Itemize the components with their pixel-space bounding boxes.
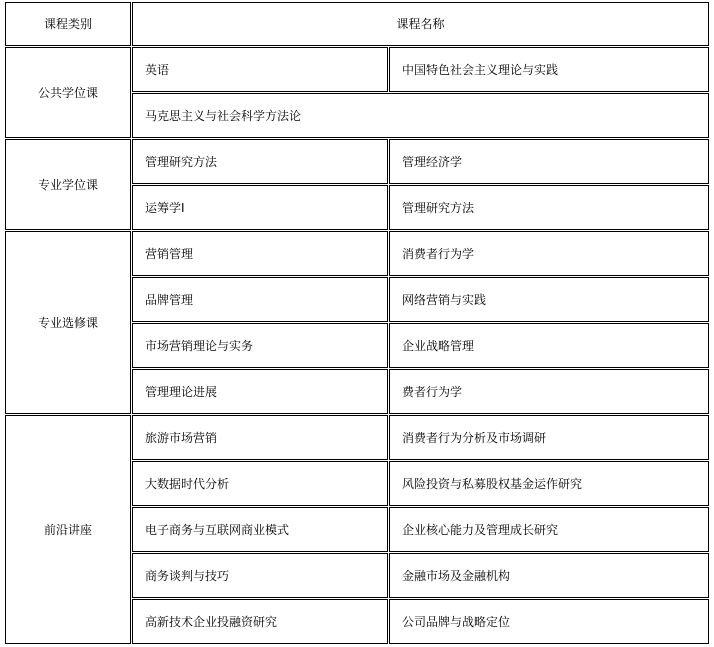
course-cell xyxy=(132,553,388,598)
course-cell-text: 管理经济学 xyxy=(402,154,463,169)
course-cell xyxy=(132,185,388,230)
course-cell xyxy=(389,185,709,230)
course-cell xyxy=(389,369,709,414)
category-cell xyxy=(5,415,131,644)
course-cell-text: 企业核心能力及管理成长研究 xyxy=(402,522,559,537)
course-cell-text: 金融市场及金融机构 xyxy=(402,568,511,583)
course-cell-text: 运筹学I xyxy=(145,200,185,215)
course-cell xyxy=(389,231,709,276)
course-cell xyxy=(132,369,388,414)
header-name-cell-text: 课程名称 xyxy=(396,17,445,31)
course-cell-text: 商务谈判与技巧 xyxy=(145,568,230,583)
category-cell-text: 专业选修课 xyxy=(37,315,98,330)
course-cell-text: 费者行为学 xyxy=(402,384,463,399)
course-cell-text: 高新技术企业投融资研究 xyxy=(145,614,278,629)
category-cell-text: 前沿讲座 xyxy=(43,522,92,537)
category-cell xyxy=(5,231,131,414)
course-cell xyxy=(389,507,709,552)
course-cell-text: 管理研究方法 xyxy=(145,154,218,169)
course-cell xyxy=(132,323,388,368)
course-cell xyxy=(389,323,709,368)
course-cell-text: 英语 xyxy=(145,62,170,77)
course-cell-text: 马克思主义与社会科学方法论 xyxy=(145,108,302,123)
course-cell-text: 中国特色社会主义理论与实践 xyxy=(402,62,559,77)
category-cell xyxy=(5,47,131,138)
course-cell-text: 消费者行为分析及市场调研 xyxy=(402,430,547,445)
category-cell-text: 公共学位课 xyxy=(37,85,98,100)
course-cell xyxy=(132,93,709,138)
course-cell-text: 品牌管理 xyxy=(145,292,194,307)
course-cell xyxy=(389,553,709,598)
header-name-cell xyxy=(132,2,709,46)
course-cell-text: 消费者行为学 xyxy=(402,246,475,261)
course-cell-text: 电子商务与互联网商业模式 xyxy=(145,522,290,537)
course-cell xyxy=(132,415,388,460)
course-cell-text: 网络营销与实践 xyxy=(402,292,487,307)
course-cell-text: 企业战略管理 xyxy=(402,338,475,353)
course-cell-text: 市场营销理论与实务 xyxy=(145,338,254,353)
course-cell-text: 管理理论进展 xyxy=(145,384,218,399)
course-cell xyxy=(389,277,709,322)
course-cell-text: 公司品牌与战略定位 xyxy=(402,614,511,629)
course-cell-text: 管理研究方法 xyxy=(402,200,475,215)
course-cell xyxy=(389,599,709,644)
course-cell-text: 大数据时代分析 xyxy=(145,476,230,491)
category-cell xyxy=(5,139,131,230)
course-cell xyxy=(389,415,709,460)
course-cell xyxy=(132,507,388,552)
course-cell-text: 营销管理 xyxy=(145,246,194,261)
course-cell xyxy=(132,47,388,92)
course-cell xyxy=(389,461,709,506)
course-cell xyxy=(132,277,388,322)
category-cell-text: 专业学位课 xyxy=(37,177,98,192)
course-cell xyxy=(132,231,388,276)
course-cell xyxy=(132,461,388,506)
course-cell xyxy=(132,599,388,644)
course-cell xyxy=(389,47,709,92)
course-cell xyxy=(132,139,388,184)
course-cell xyxy=(389,139,709,184)
course-cell-text: 风险投资与私募股权基金运作研究 xyxy=(402,476,583,491)
header-category-cell-text: 课程类别 xyxy=(43,17,92,31)
header-category-cell xyxy=(5,2,131,46)
course-cell-text: 旅游市场营销 xyxy=(145,430,218,445)
